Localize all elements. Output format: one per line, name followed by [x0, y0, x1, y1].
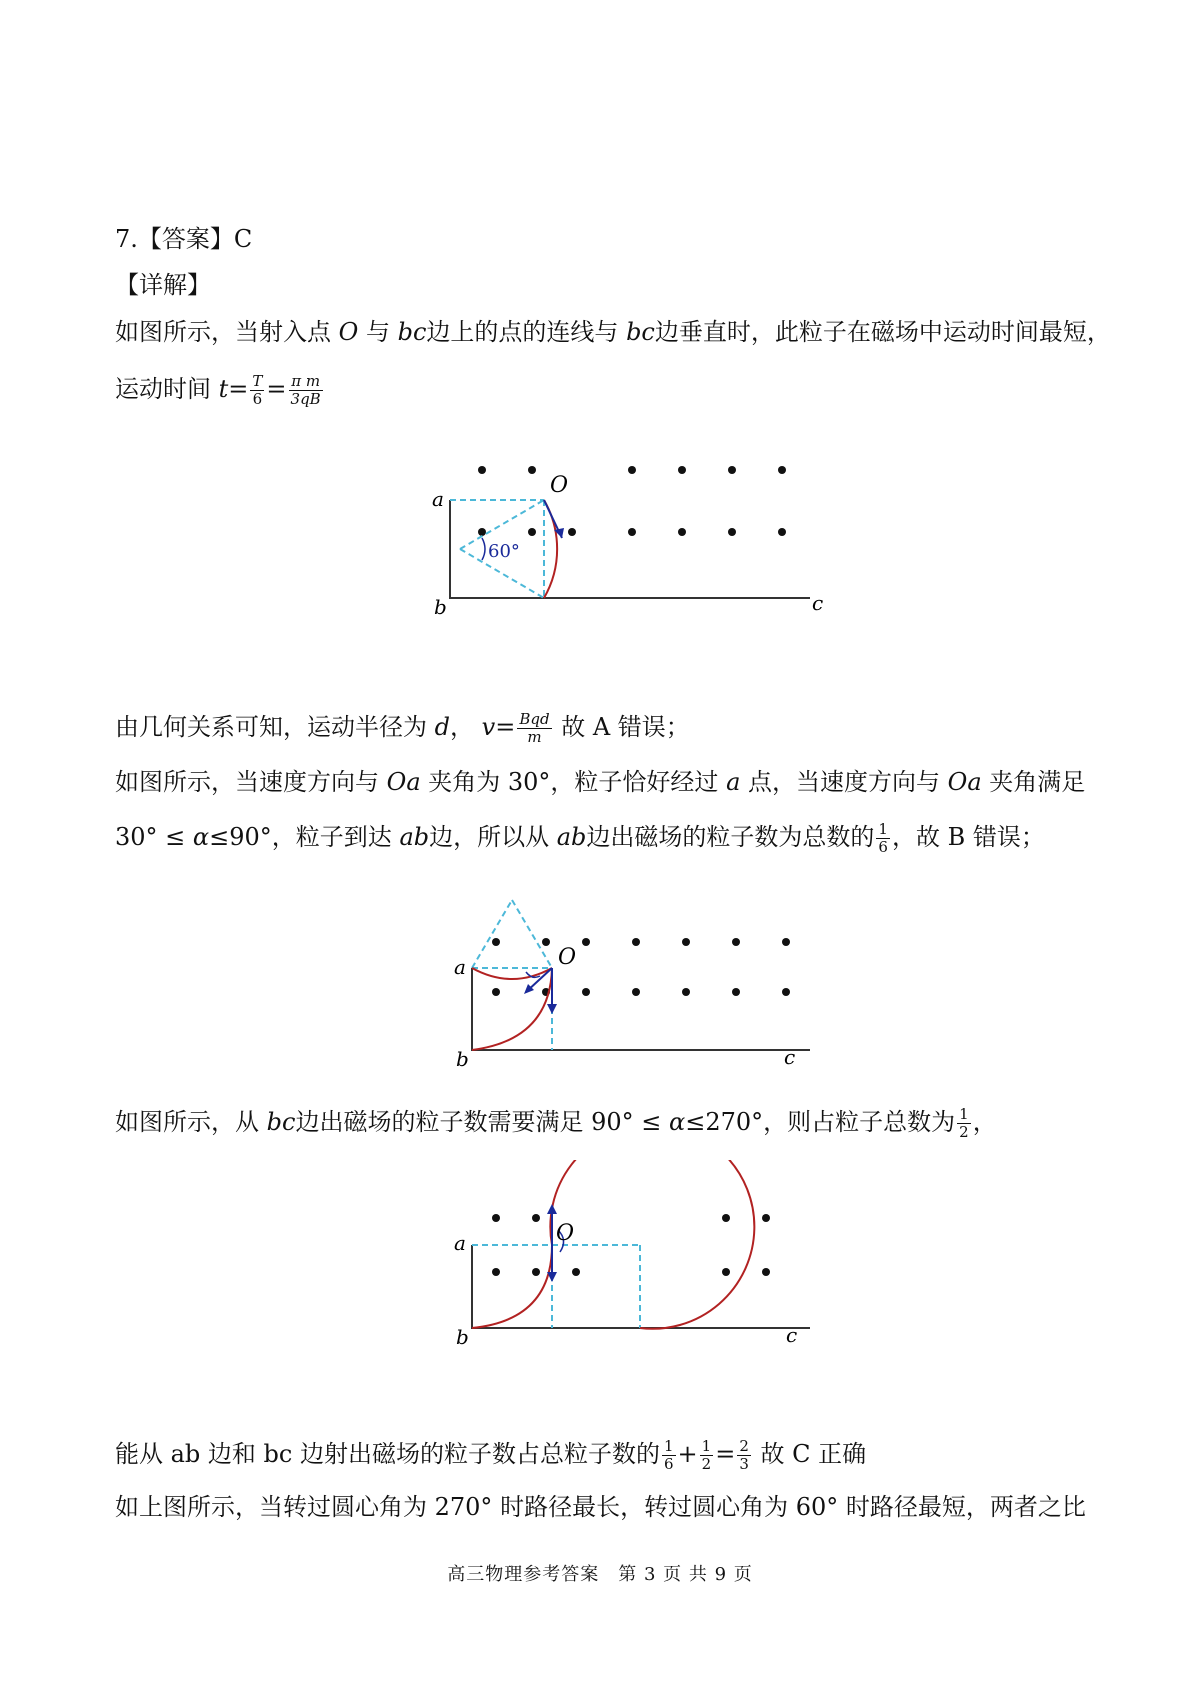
boundary-fig2 [472, 968, 810, 1050]
p5-ab-2: ab [556, 823, 587, 851]
p1-edge-bc-2: bc [626, 318, 655, 346]
p6-text-d: ， [972, 1108, 997, 1136]
trajectory-arc-ab-fig2 [472, 968, 552, 979]
paragraph-4 [115, 765, 1085, 799]
p5-text-b: ≤90°，粒子到达 [209, 823, 392, 851]
p4-text-a: 如图所示，当速度方向与 [115, 768, 379, 796]
p2-eq1: = [228, 375, 249, 403]
p3-v: v [481, 713, 496, 741]
p7-text-a: 能从 ab 边和 bc 边射出磁场的粒子数占总粒子数的 [115, 1440, 660, 1468]
angle-arc-fig1 [482, 538, 485, 560]
p6-alpha: α [669, 1108, 686, 1136]
figure-2 [440, 880, 820, 1070]
p4-text-c: 点，当速度方向与 [748, 768, 941, 796]
p2-label: 运动时间 [115, 375, 211, 403]
dashed-construction-fig3 [472, 1245, 640, 1328]
paragraph-7 [115, 1437, 866, 1473]
trajectory-arc-small-fig3 [472, 1245, 552, 1328]
fig2-label-a: a [454, 955, 466, 979]
fig1-angle-label: 60° [488, 541, 520, 562]
p7-eq: = [715, 1440, 736, 1468]
detail-heading: 【详解】 [115, 271, 211, 299]
p7-plus: + [677, 1440, 698, 1468]
p3-comma: ， [450, 713, 475, 741]
p3-text-a: 由几何关系可知，运动半径为 [115, 713, 427, 741]
paragraph-3 [115, 710, 690, 746]
p4-text-b: 夹角为 30°，粒子恰好经过 [428, 768, 719, 796]
fig1-label-a: a [432, 487, 444, 511]
p5-text-a: 30° ≤ [115, 823, 186, 851]
paragraph-8: 如上图所示，当转过圆心角为 270° 时路径最长，转过圆心角为 60° 时路径最短，两者之比 [115, 1493, 1086, 1521]
fig1-label-b: b [434, 595, 447, 619]
p7-frac-1: $\frac{1}{6}$ [664, 1437, 674, 1473]
p5-frac: $\frac{1}{6}$ [878, 820, 888, 856]
p3-text-b: 故 A 错误； [561, 713, 690, 741]
paragraph-5 [115, 820, 1045, 856]
p5-text-c: 边，所以从 [429, 823, 550, 851]
p7-frac-2: $\frac{1}{2}$ [701, 1437, 712, 1473]
p2-frac-T6: $\frac{T}{6}$ [252, 372, 263, 408]
figure-1 [420, 450, 840, 620]
fig2-label-b: b [456, 1047, 469, 1070]
p5-alpha: α [192, 823, 210, 851]
p1-text-a: 如图所示，当射入点 [115, 318, 331, 346]
p3-frac: $\frac{\text{Bqd}}{m}$ [519, 710, 550, 746]
p2-frac-pim: $\frac{\text{π m}}{3qB}$ [290, 372, 321, 408]
p4-text-d: 夹角满足 [989, 768, 1086, 796]
fig2-label-c: c [784, 1045, 796, 1069]
paragraph-1 [115, 315, 1111, 349]
figure-3 [440, 1160, 820, 1360]
fig3-label-O: O [556, 1221, 575, 1246]
p6-bc: bc [266, 1108, 296, 1136]
p1-text-b: 与 [365, 318, 390, 346]
p3-d: d [434, 713, 451, 741]
p4-Oa: Oa [386, 768, 421, 796]
arrowhead-icon [547, 1204, 557, 1214]
p4-point-a: a [726, 768, 741, 796]
paragraph-6 [115, 1105, 997, 1141]
fig3-label-c: c [786, 1323, 798, 1347]
p6-text-c: ≤270°，则占粒子总数为 [685, 1108, 956, 1136]
fig3-label-a: a [454, 1231, 466, 1255]
fig1-label-O: O [550, 473, 569, 498]
p5-text-e: ，故 B 错误； [891, 823, 1045, 851]
fig1-label-c: c [812, 591, 824, 615]
p1-text-c: 边上的点的连线与 [426, 318, 619, 346]
paragraph-2 [115, 372, 325, 408]
p5-ab: ab [399, 823, 430, 851]
dashed-construction-fig2 [472, 900, 552, 1050]
p7-frac-3: $\frac{2}{3}$ [739, 1437, 749, 1473]
p3-eq: = [495, 713, 516, 741]
page-footer: 高三物理参考答案 第 3 页 共 9 页 [447, 1564, 753, 1585]
p1-edge-bc: bc [397, 318, 427, 346]
p2-t: t [218, 375, 229, 403]
p6-text-b: 边出磁场的粒子数需要满足 90° ≤ [295, 1108, 662, 1136]
p6-text-a: 如图所示，从 [115, 1108, 259, 1136]
p1-text-d: 边垂直时，此粒子在磁场中运动时间最短， [654, 318, 1111, 346]
arrowhead-icon [547, 1004, 557, 1014]
p1-point-O: O [338, 318, 359, 346]
p5-text-d: 边出磁场的粒子数为总数的 [586, 823, 875, 851]
fig3-label-b: b [456, 1325, 469, 1349]
p2-eq2: = [266, 375, 287, 403]
answer-line: 7.【答案】C [115, 225, 253, 253]
p6-frac: $\frac{1}{2}$ [959, 1105, 969, 1141]
fig2-label-O: O [558, 945, 577, 970]
p7-text-b: 故 C 正确 [760, 1440, 867, 1468]
trajectory-arc-large-fig3 [550, 1160, 754, 1329]
p4-Oa-2: Oa [947, 768, 982, 796]
